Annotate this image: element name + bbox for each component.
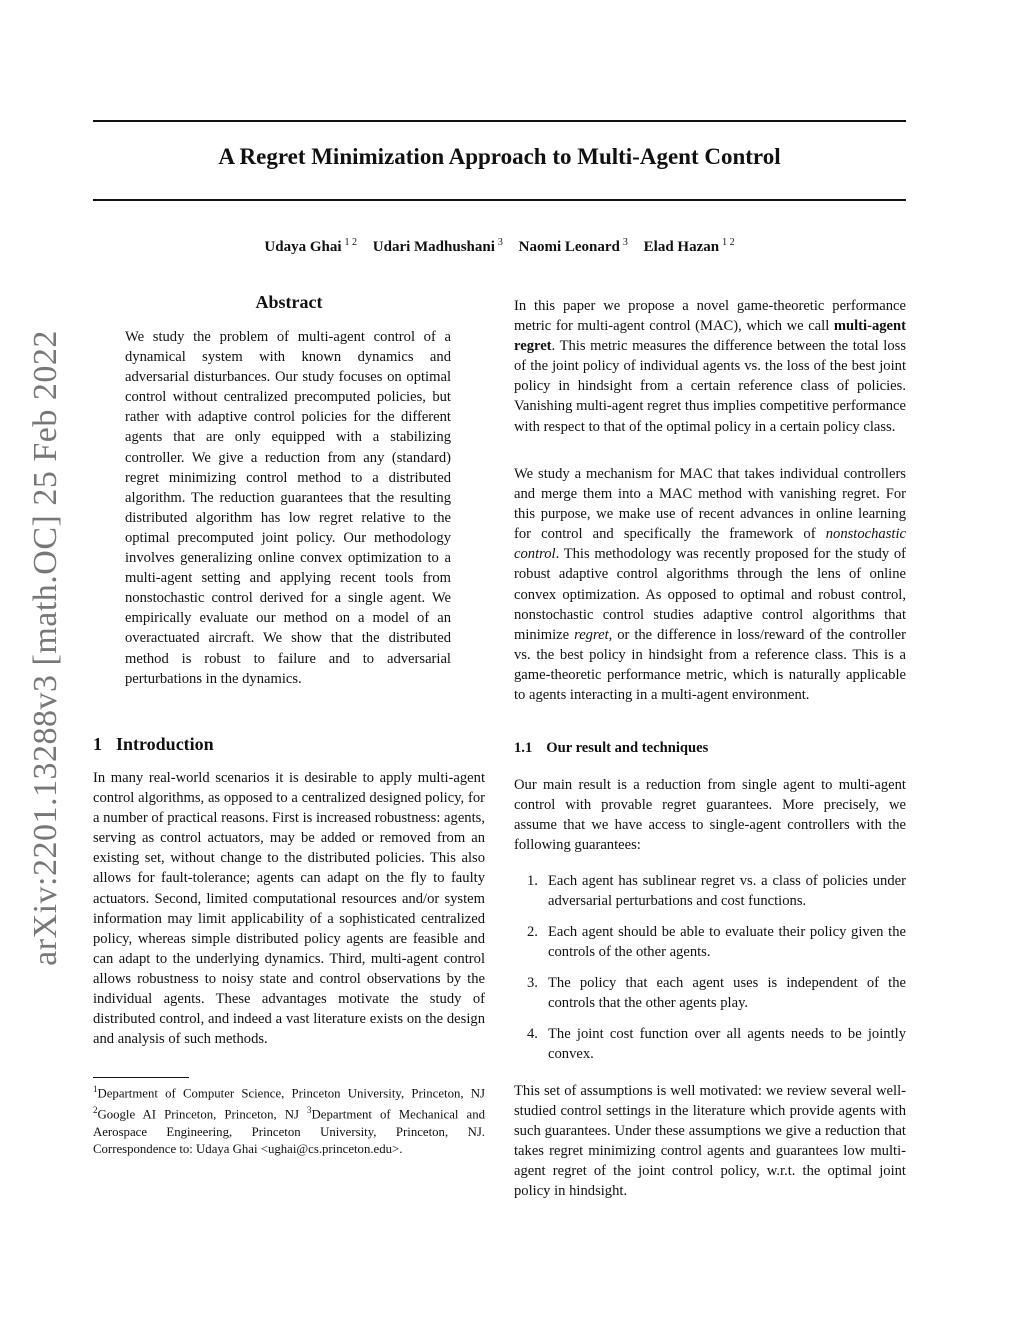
footnote-marker: 2 (93, 1105, 98, 1116)
author-affiliation: 3 (622, 237, 628, 248)
text-run: In this paper we propose a novel game-theoretic performance metric for multi-agent control (MAC), which we call (514, 298, 906, 335)
author-affiliation: 1 2 (722, 237, 735, 248)
footnote-text: Department of Mechanical and Aerospace Engineering, Princeton University, Princeton, NJ. Correspondence to: Udaya Ghai <ughai@cs.princeton.edu>. (93, 1107, 485, 1156)
text-run: , or the difference in loss/reward of the controller vs. the best policy in hindsight from a reference class. This is a game-theoretic performance metric, which is naturally applicable to agents interacting in a multi-agent environment. (514, 626, 906, 704)
author (264, 239, 357, 255)
paragraph: In many real-world scenarios it is desirable to apply multi-agent control algorithms, as opposed to a centralized designed policy, for a number of practical reasons. First is increased robustness: agents, serving as control actuators, may be added or removed from an existing set, without change to the distributed policies. This also allows for fault-tolerance; agents can adapt on the fly to faulty actuators. Second, limited computational resources and/or system information may limit applicability of a sophisticated centralized policy, whereas simple distributed policy agents are feasible and can adapt to the underlying dynamics. Third, multi-agent control allows robustness to noisy state and control observations by the individual agents. These advantages motivate the study of distributed control, and indeed a vast literature exists on the design and analysis of such methods. (93, 770, 485, 1048)
paragraph (514, 775, 906, 855)
list-text: Each agent has sublinear regret vs. a class of policies under adversarial perturbations and cost functions. (548, 873, 906, 910)
author-list (93, 237, 906, 256)
abstract-heading: Abstract (255, 292, 323, 312)
abstract-text: We study the problem of multi-agent control of a dynamical system with known dynamics and adversarial disturbances. Our study focuses on optimal control without centralized precomputed policies, but rather with adaptive control policies for the different agents that are only equipped with a stabilizing controller. We give a reduction from any (standard) regret minimizing control method to a distributed algorithm. The reduction guarantees that the resulting distributed algorithm has low regret relative to the optimal precomputed joint policy. Our methodology involves generalizing online convex optimization to a multi-agent setting and applying recent tools from nonstochastic control derived for a single agent. We empirically evaluate our method on a model of an overactuated aircraft. We show that the distributed method is robust to failure and to adversarial perturbations in the dynamics. (125, 329, 451, 687)
subsection-number: 1.1 (514, 740, 533, 756)
bold-term: multi-agent regret (514, 318, 906, 355)
paragraph (514, 1081, 906, 1202)
paragraph (514, 296, 906, 437)
list-number: 1. (527, 873, 538, 889)
text-run: We study a mechanism for MAC that takes individual controllers and merge them into a MAC method with vanishing regret. For this purpose, we make use of recent advances in online learning for control and specifically the framework of (514, 466, 906, 543)
footnote-text: Google AI Princeton, Princeton, NJ (97, 1107, 308, 1122)
list-number: 2. (527, 924, 538, 940)
section-heading-introduction (93, 734, 214, 755)
list-text: The joint cost function over all agents needs to be jointly convex. (548, 1026, 906, 1063)
footnote (93, 1081, 485, 1158)
text-run: . This metric measures the difference between the total loss of the joint policy of individual agents vs. the loss of the best joint policy in hindsight from a certain reference class of policies. Vanishing multi-agent regret thus implies competitive performance with respect to that of the optimal policy in a certain policy class. (514, 338, 906, 435)
author (644, 239, 735, 255)
author-name: Udaya Ghai (264, 239, 342, 255)
paragraph (514, 464, 906, 705)
list-text: Each agent should be able to evaluate their policy given the controls of the other agents. (548, 924, 906, 961)
italic-term: regret (574, 626, 609, 643)
list-number: 4. (527, 1026, 538, 1042)
footnote-text: Department of Computer Science, Princeton University, Princeton, NJ (97, 1086, 485, 1101)
author-affiliation: 1 2 (344, 237, 358, 248)
introduction-body (93, 768, 485, 1049)
footnote-rule (93, 1077, 189, 1078)
subsection-title: Our result and techniques (546, 740, 709, 756)
author (373, 239, 503, 255)
subsection-heading (514, 740, 708, 757)
author-affiliation: 3 (497, 237, 503, 248)
paragraph-text: This set of assumptions is well motivated: we review several well-studied control settings in the literature which provide agents with such guarantees. Under these assumptions we give a reduction that takes regret minimizing control agents and guarantees low multi-agent regret of the joint control policy, w.r.t. the optimal joint policy in hindsight. (514, 1083, 906, 1200)
author-name: Elad Hazan (643, 239, 720, 255)
section-number: 1 (93, 734, 102, 754)
title-rule-top (93, 120, 906, 122)
footnote-marker: 3 (307, 1105, 312, 1116)
list-number: 3. (527, 975, 538, 991)
list-text: The policy that each agent uses is independent of the controls that the other agents play. (548, 975, 906, 1012)
paragraph-text: Our main result is a reduction from single agent to multi-agent control with provable regret guarantees. More precisely, we assume that we have access to single-agent controllers with the following guarantees: (514, 777, 906, 854)
paper-title: A Regret Minimization Approach to Multi-Agent Control (218, 144, 781, 169)
author-name: Udari Madhushani (372, 239, 495, 255)
footnote-marker: 1 (93, 1084, 98, 1094)
section-title: Introduction (116, 734, 214, 754)
text-run: . This methodology was recently proposed for the study of robust adaptive control algorithms through the lens of online convex optimization. As opposed to optimal and robust control, nonstochastic control studies adaptive control algorithms that minimize (514, 546, 906, 643)
title-rule-bottom (93, 199, 906, 201)
italic-term: nonstochastic control (514, 526, 906, 563)
author-name: Naomi Leonard (518, 239, 620, 255)
arxiv-id: arXiv:2201.13288v3 [math.OC] 25 Feb 2022 (27, 330, 64, 966)
abstract-body (125, 327, 451, 689)
author (519, 239, 628, 255)
